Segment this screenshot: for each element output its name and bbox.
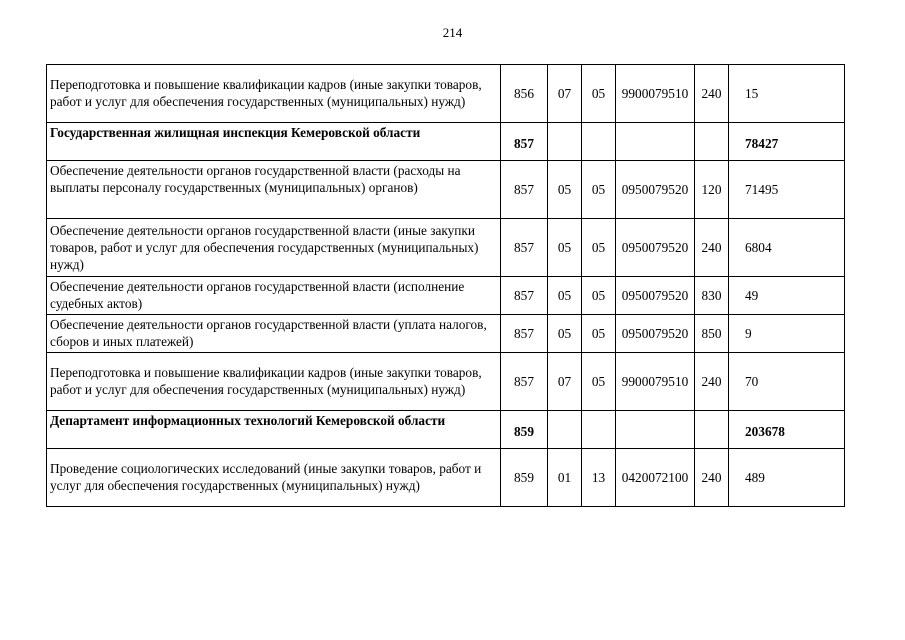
ministry-code: 857 [501, 123, 548, 161]
ministry-code: 857 [501, 353, 548, 411]
target-article-code: 9900079510 [616, 353, 695, 411]
subsection-code: 05 [582, 277, 616, 315]
section-code: 01 [548, 449, 582, 507]
amount: 71495 [729, 161, 845, 219]
ministry-code: 857 [501, 161, 548, 219]
row-description: Обеспечение деятельности органов государственной власти (исполнение судебных актов) [47, 277, 501, 315]
row-description: Обеспечение деятельности органов государственной власти (иные закупки товаров, работ и услуг для обеспечения государственных (муниципальных) нужд) [47, 219, 501, 277]
expense-type-code: 240 [695, 353, 729, 411]
ministry-code: 857 [501, 219, 548, 277]
section-code: 05 [548, 315, 582, 353]
table-row [47, 353, 845, 411]
table-row [47, 219, 845, 277]
table-row [47, 123, 845, 161]
row-description: Государственная жилищная инспекция Кемеровской области [47, 123, 501, 161]
expense-type-code: 830 [695, 277, 729, 315]
section-code [548, 411, 582, 449]
ministry-code: 856 [501, 65, 548, 123]
target-article-code: 0420072100 [616, 449, 695, 507]
expense-type-code: 120 [695, 161, 729, 219]
target-article-code: 9900079510 [616, 65, 695, 123]
subsection-code: 05 [582, 65, 616, 123]
expense-type-code: 240 [695, 219, 729, 277]
section-code: 05 [548, 277, 582, 315]
target-article-code: 0950079520 [616, 161, 695, 219]
budget-table [46, 64, 845, 507]
subsection-code: 05 [582, 219, 616, 277]
page-number: 214 [442, 25, 463, 40]
amount: 78427 [729, 123, 845, 161]
subsection-code [582, 411, 616, 449]
expense-type-code: 240 [695, 449, 729, 507]
ministry-code: 859 [501, 411, 548, 449]
section-code: 05 [548, 219, 582, 277]
expense-type-code [695, 411, 729, 449]
section-code: 05 [548, 161, 582, 219]
expense-type-code: 850 [695, 315, 729, 353]
target-article-code: 0950079520 [616, 219, 695, 277]
section-code [548, 123, 582, 161]
row-description: Переподготовка и повышение квалификации кадров (иные закупки товаров, работ и услуг для обеспечения государственных (муниципальных) нужд) [47, 65, 501, 123]
target-article-code: 0950079520 [616, 315, 695, 353]
row-description: Обеспечение деятельности органов государственной власти (расходы на выплаты персоналу государственных (муниципальных) органов) [47, 161, 501, 219]
target-article-code: 0950079520 [616, 277, 695, 315]
ministry-code: 859 [501, 449, 548, 507]
table-row [47, 449, 845, 507]
ministry-code: 857 [501, 277, 548, 315]
subsection-code: 05 [582, 353, 616, 411]
subsection-code [582, 123, 616, 161]
section-code: 07 [548, 65, 582, 123]
target-article-code [616, 123, 695, 161]
table-row [47, 277, 845, 315]
table-row [47, 161, 845, 219]
table-row [47, 411, 845, 449]
amount: 70 [729, 353, 845, 411]
subsection-code: 05 [582, 161, 616, 219]
table-row [47, 315, 845, 353]
subsection-code: 05 [582, 315, 616, 353]
amount: 6804 [729, 219, 845, 277]
amount: 49 [729, 277, 845, 315]
row-description: Обеспечение деятельности органов государственной власти (уплата налогов, сборов и иных платежей) [47, 315, 501, 353]
amount: 489 [729, 449, 845, 507]
row-description: Департамент информационных технологий Кемеровской области [47, 411, 501, 449]
row-description: Проведение социологических исследований (иные закупки товаров, работ и услуг для обеспечения государственных (муниципальных) нужд) [47, 449, 501, 507]
expense-type-code [695, 123, 729, 161]
ministry-code: 857 [501, 315, 548, 353]
row-description: Переподготовка и повышение квалификации кадров (иные закупки товаров, работ и услуг для обеспечения государственных (муниципальных) нужд) [47, 353, 501, 411]
amount: 9 [729, 315, 845, 353]
expense-type-code: 240 [695, 65, 729, 123]
section-code: 07 [548, 353, 582, 411]
table-row [47, 65, 845, 123]
subsection-code: 13 [582, 449, 616, 507]
amount: 203678 [729, 411, 845, 449]
target-article-code [616, 411, 695, 449]
amount: 15 [729, 65, 845, 123]
